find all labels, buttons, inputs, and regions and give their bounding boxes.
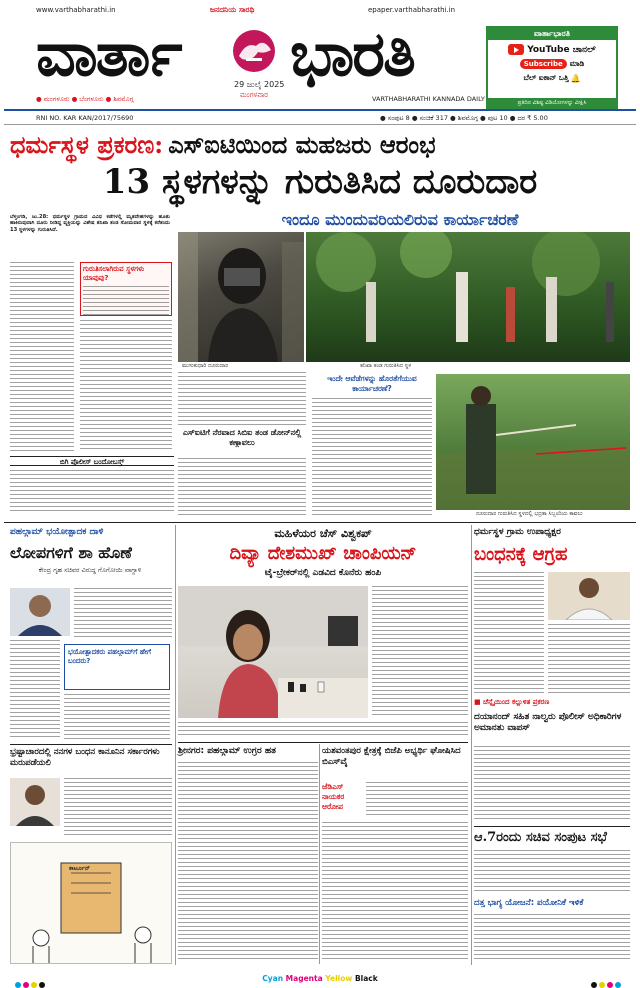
cabinet-head: ಆ.7ರಂದು ಸಚಿವ ಸಂಪುಟ ಸಭೆ bbox=[474, 830, 607, 845]
lead-body-col2 bbox=[80, 320, 172, 452]
col-divider-1 bbox=[175, 525, 176, 965]
bell-icon: 🔔 bbox=[570, 73, 581, 83]
lead-body-col3 bbox=[178, 372, 306, 426]
color-registration-bar bbox=[0, 970, 640, 988]
registration-dots-right bbox=[590, 974, 630, 982]
cartoon bbox=[10, 842, 172, 964]
subscribe-button[interactable]: Subscribe bbox=[520, 59, 567, 69]
lead-kicker bbox=[10, 130, 630, 160]
black-label: Black bbox=[354, 974, 378, 983]
dharmasthala-body1 bbox=[474, 572, 544, 694]
magenta-label: Magenta bbox=[285, 974, 323, 983]
sindoor-body bbox=[178, 762, 318, 962]
qa-title: ಇಂದೇ ಆವೆಡೆಗಳನ್ನು ಹೊರತೆಗೆಯುವ ಕಾರ್ಯಾಚರಣೆ? bbox=[327, 374, 417, 393]
registration-dots-left bbox=[14, 974, 64, 982]
issue-date: 29 ಜುಲೈ 2025 bbox=[234, 80, 285, 89]
lead-kicker-black: ಎಸ್ಐಟಿಯಿಂದ ಮಹಜರು ಆರಂಭ bbox=[168, 130, 436, 159]
sindoor-head: ಶ್ರೀನಗರ: ಪಹಲ್ಗಾಮ್ ಉಗ್ರರ ಹತ bbox=[178, 746, 276, 756]
chess-head: ದಿವ್ಯಾ ದೇಶಮುಖ್ ಚಾಂಪಿಯನ್ bbox=[229, 543, 417, 564]
website-url[interactable]: www.varthabharathi.in bbox=[36, 6, 116, 14]
lead-body-col1 bbox=[10, 262, 74, 452]
jds-name: ಜೆಡಿಎಸ್ ನಾಯಕರ ಆರೋಪ bbox=[322, 782, 345, 811]
sit-headline: ಎಸ್ಐಟಿಗೆ ನೆರವಾದ ಸಿಬಿಐ ತಂಡ ಡೋನ್‌ನಲ್ಲಿ ಕಣ್ಗಾವಲು bbox=[182, 428, 302, 447]
issue-weekday: ಮಂಗಳವಾರ bbox=[240, 91, 269, 99]
editions: ● ಮಂಗಳೂರು ● ಬೆಂಗಳೂರು ● ಶಿವಮೊಗ್ಗ bbox=[36, 95, 134, 103]
dattapeeta-head: ದತ್ತ ಭಾಗ್ಯ ಯೋಜನೆ: ಪಯೋನಿಕೆ ಇಳಿಕೆ bbox=[474, 898, 584, 908]
cartoon-label: ಕಾರ್ಟೂನ್ bbox=[69, 865, 90, 872]
pahalgam-box-title: ಭಯೋತ್ಪಾದಕರು ಪಹಲ್ಗಾಮ್‌ಗೆ ಹೇಗೆ ಬಂದರು? bbox=[68, 648, 152, 665]
ad-title: ವಾರ್ತಾಭಾರತಿ bbox=[488, 28, 616, 40]
cyan-label: Cyan bbox=[262, 974, 284, 983]
divya-deshmukh-photo bbox=[178, 586, 368, 718]
corruption-rule bbox=[10, 744, 172, 745]
qa-box bbox=[312, 374, 432, 518]
issue-info: ● ಸಂಪುಟ 8 ● ಸಂಚಿಕೆ 317 ● ಶಿವಮೊಗ್ಗ ● ಪುಟ 10 ● ದರ ₹ 5.00 bbox=[380, 114, 548, 122]
pahalgam-body2 bbox=[10, 640, 60, 740]
lead-kicker-red: ಧರ್ಮಸ್ಥಳ ಪ್ರಕರಣ: bbox=[10, 130, 164, 159]
masthead-title-right: ಭಾರತಿ bbox=[290, 17, 414, 90]
pahalgam-body1 bbox=[74, 588, 172, 640]
info-rule bbox=[4, 124, 636, 125]
photo1-caption: ಮುಸುಕುಧಾರಿ ದೂರುದಾರ bbox=[182, 363, 229, 369]
dharmasthala-kicker: ಧರ್ಮಸ್ಥಳ ಗ್ರಾಮ ಉಪಾಧ್ಯಕ್ಷರ bbox=[474, 527, 561, 537]
gogoi-photo bbox=[10, 588, 70, 636]
lead-dateline: ಬೆಳ್ತಂಗಡಿ, ಜು.28: ಧರ್ಮಸ್ಥಳ ಗ್ರಾಮದ ವಿವಿಧ ಕಡೆಗಳಲ್ಲಿ ಮೃತದೇಹಗಳನ್ನು ಹೂತು ಹಾಕಿರುವುದಾಗಿ ದೂರು ನೀಡಿದ್ದ ವ್ಯಕ್ತಿಯನ್ನು ವಿಶೇಷ ತನಿಖಾ ತಂಡ ಸೋಮವಾರ ಸ್ಥಳಕ್ಕೆ ಕರೆತಂದು 13 ಸ್ಥಳಗಳನ್ನು ಗುರುತಿಸಿದೆ. bbox=[10, 214, 170, 233]
chess-sub: ಟೈ-ಬ್ರೇಕರ್‌ನಲ್ಲಿ ಎಡವಿದ ಕೊನೆರು ಹಂಪಿ bbox=[264, 568, 382, 578]
pahalgam-head: ಲೋಪಗಳಿಗೆ ಶಾ ಹೊಣೆ bbox=[10, 543, 132, 562]
politician-photo bbox=[10, 778, 60, 826]
col-divider-3 bbox=[319, 744, 320, 964]
places-box bbox=[80, 262, 172, 316]
pahalgam-sub: ಕೇಂದ್ರ ಗೃಹ ಸಚಿವರ ವಿರುದ್ಧ ಗೊಗೋಯಿ ವಾಗ್ದಾಳಿ bbox=[38, 566, 142, 574]
subscribe-suffix: ಮಾಡಿ bbox=[569, 59, 585, 68]
chess-rule bbox=[178, 742, 468, 743]
tagline: ಜನದನಿಯ ಸಾರಥಿ bbox=[210, 5, 255, 14]
ad-bell-text: ಬೆಲ್ ಐಕಾನ್ ಒತ್ತಿ bbox=[523, 73, 569, 82]
lead-bottom-rule bbox=[4, 522, 636, 523]
photo2-caption: ತನಿಖಾ ತಂಡ ಗುರುತಿಸಿದ ಸ್ಥಳ bbox=[360, 363, 412, 369]
col-divider-2 bbox=[471, 525, 472, 965]
dharmasthala-photo bbox=[548, 572, 630, 620]
corruption-head: ಭ್ರಷ್ಟಾಚಾರದಲ್ಲಿ ನನಗಳ ಬಂಧನ ಕಾನೂನಿನ ಸರ್ಕಾರಗಳು ಮರುಪಡೆಯಲಿ bbox=[10, 747, 160, 768]
photo3-caption: ದೂರುದಾರ ಗುರುತಿಸಿದ ಸ್ಥಳದಲ್ಲಿ ಭದ್ರತಾ ಸಿಬ್ಬಂದಿಯ ಕಾವಲು bbox=[476, 511, 583, 517]
corruption-body bbox=[64, 778, 172, 838]
chennai-kicker: ■ ಚೆನ್ನೈಯಿಂದ ಕಲ್ಲುಳಿತ ಪ್ರಕರಣ bbox=[474, 698, 550, 706]
chennai-head: ದಯಾನಂದ್ ಸಹಿತ ನಾಲ್ವರು ಪೊಲೀಸ್ ಅಧಿಕಾರಿಗಳ ಅಮಾನತು ವಾಪಸ್ bbox=[474, 712, 622, 733]
forest-search-photo bbox=[306, 232, 630, 362]
police-head: ಬಿಗಿ ಪೊಲೀಸ್ ಬಂದೋಬಸ್ತ್ bbox=[10, 456, 174, 466]
ad-footer: ಪ್ರತಿದಿನ ವಿಶಿಷ್ಟ ವಿಡಿಯೋಗಳನ್ನು ವೀಕ್ಷಿಸಿ bbox=[488, 98, 616, 108]
masthead-emblem bbox=[224, 26, 284, 76]
ad-youtube-label: YouTube ಚಾನಲ್ bbox=[527, 44, 596, 55]
lead-headline: 13 ಸ್ಥಳಗಳನ್ನು ಗುರುತಿಸಿದ ದೂರುದಾರ bbox=[102, 162, 538, 202]
lead-body-col4 bbox=[178, 458, 306, 518]
security-guard-photo bbox=[436, 374, 630, 510]
masthead-title-left: ವಾರ್ತಾ bbox=[36, 17, 181, 90]
dharmasthala-body2 bbox=[548, 624, 630, 694]
cabinet-body bbox=[474, 850, 630, 894]
rni-number: RNI NO. KAR KAN/2017/75690 bbox=[36, 114, 134, 122]
epaper-url[interactable]: epaper.varthabharathi.in bbox=[368, 6, 456, 14]
bjp-body1 bbox=[366, 782, 468, 818]
yellow-label: Yellow bbox=[325, 974, 353, 983]
youtube-ad[interactable] bbox=[486, 26, 618, 110]
pahalgam-kicker: ಪಹಲ್ಗಾಮ್ ಭಯೋತ್ಪಾದಕ ದಾಳಿ bbox=[10, 527, 104, 537]
dharmasthala-head: ಬಂಧನಕ್ಕೆ ಆಗ್ರಹ bbox=[474, 544, 568, 565]
cabinet-rule bbox=[474, 826, 630, 827]
bjp-body2 bbox=[322, 822, 468, 962]
pahalgam-box bbox=[64, 644, 170, 690]
chennai-body bbox=[474, 746, 630, 822]
police-box bbox=[10, 456, 174, 516]
chess-kicker: ಮಹಿಳೆಯರ ಚೆಸ್ ವಿಶ್ವಕಪ್ bbox=[274, 527, 372, 540]
dattapeeta-body bbox=[474, 914, 630, 962]
bjp-head: ಯಶವಂತಪುರ ಕ್ಷೇತ್ರಕ್ಕೆ ಬಿಜೆಪಿ ಅಭ್ಯರ್ಥಿ ಘೋಷಿಸಿದ ಬಿಎಸ್‌ವೈ bbox=[322, 746, 461, 767]
chess-body2 bbox=[178, 722, 468, 738]
pahalgam-body3 bbox=[64, 694, 170, 740]
chess-body1 bbox=[372, 586, 468, 718]
places-box-title: ಗುರುತಿಸಲಾಗಿರುವ ಸ್ಥಳಗಳು ಯಾವುವು? bbox=[83, 265, 145, 282]
lead-subhead: ಇಂದೂ ಮುಂದುವರಿಯಲಿರುವ ಕಾರ್ಯಾಚರಣೆ bbox=[281, 210, 519, 229]
masthead-rule bbox=[4, 109, 636, 111]
youtube-play-icon bbox=[508, 44, 524, 55]
masked-complainant-photo bbox=[178, 232, 304, 362]
english-name: VARTHABHARATHI KANNADA DAILY bbox=[372, 95, 485, 103]
